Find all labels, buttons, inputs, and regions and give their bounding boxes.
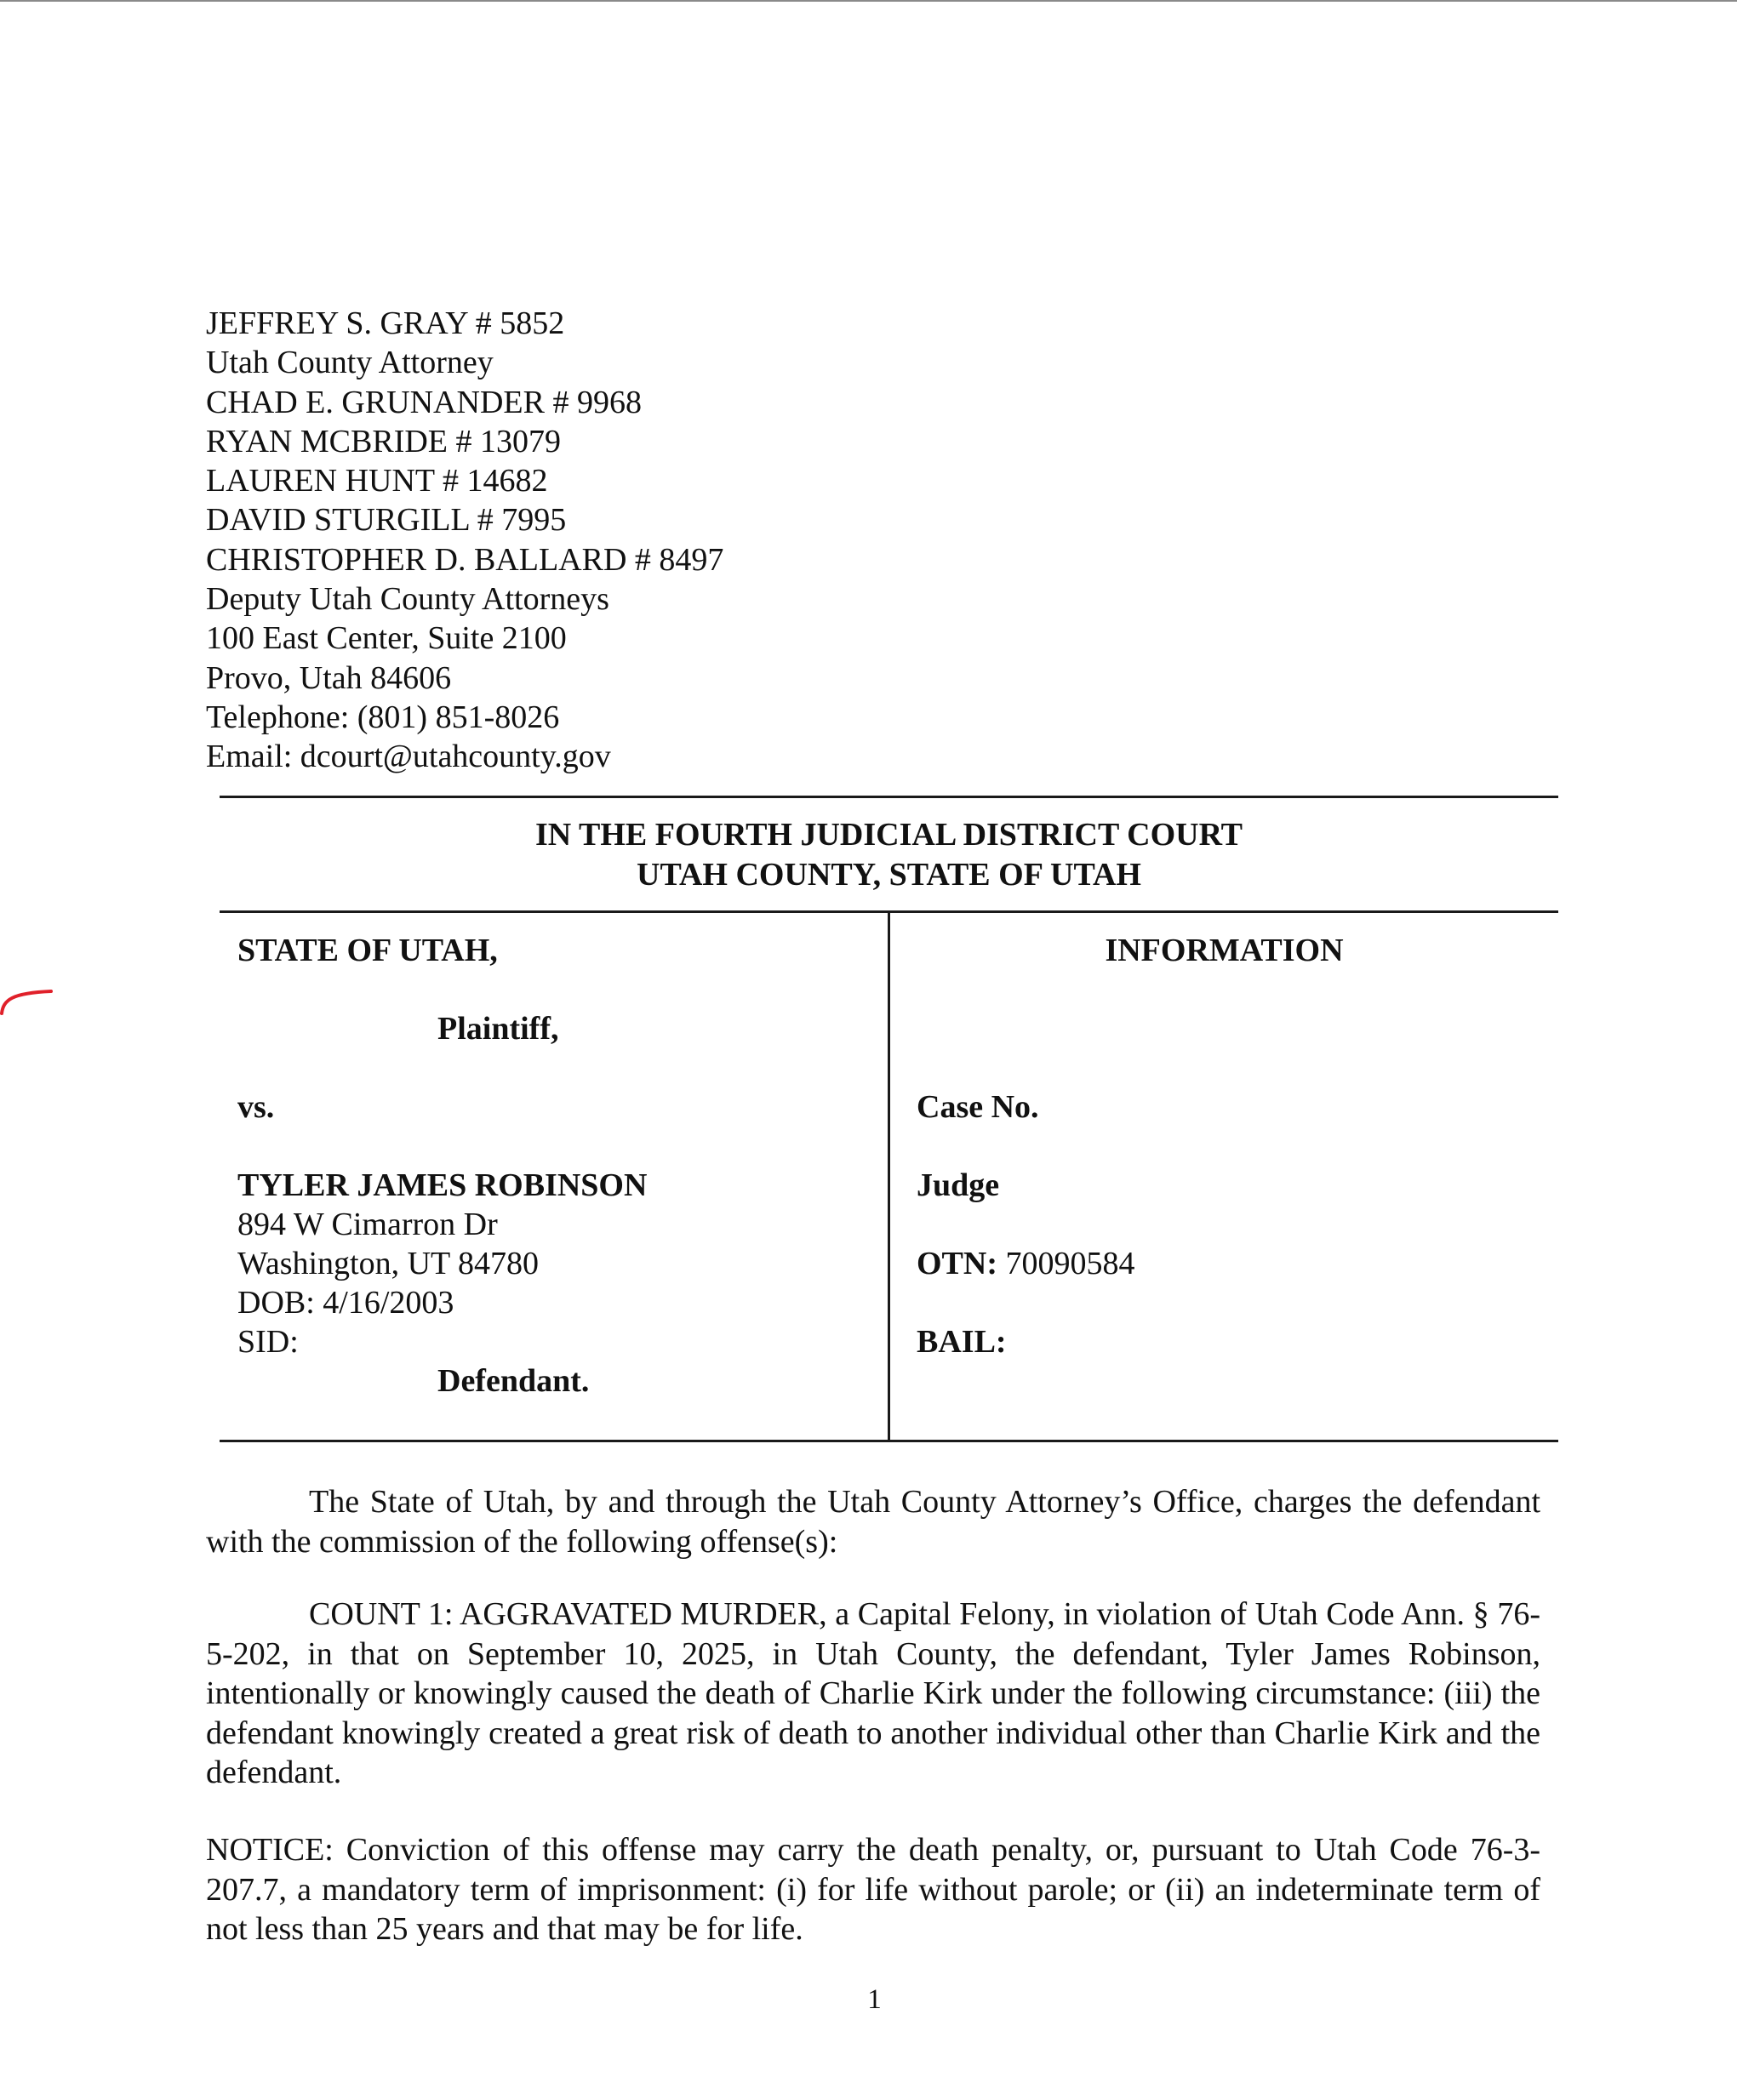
attorney-line: 100 East Center, Suite 2100 bbox=[206, 620, 567, 657]
intro-paragraph: The State of Utah, by and through the Utah County Attorney’s Office, charges the defendant with the commission of the following offense(s): bbox=[206, 1484, 1540, 1560]
attorney-line: CHRISTOPHER D. BALLARD # 8497 bbox=[206, 541, 724, 578]
red-pen-annotation bbox=[0, 983, 54, 1017]
attorney-line: Deputy Utah County Attorneys bbox=[206, 581, 609, 618]
attorney-line: JEFFREY S. GRAY # 5852 bbox=[206, 305, 565, 341]
attorney-line: Provo, Utah 84606 bbox=[206, 659, 452, 696]
attorney-line: Telephone: (801) 851-8026 bbox=[206, 699, 560, 735]
notice-paragraph: NOTICE: Conviction of this offense may carry the death penalty, or, pursuant to Utah Code 76-3-207.7, a mandatory term of imprisonment: (i) for life without parole; or (ii) an indeterminate term of not less than 25 years and that may be for life. bbox=[206, 1832, 1540, 1947]
attorney-line: CHAD E. GRUNANDER # 9968 bbox=[206, 384, 642, 420]
defendant-sid: SID: bbox=[237, 1324, 299, 1360]
page-number: 1 bbox=[867, 1984, 882, 2015]
document-title: INFORMATION bbox=[1105, 933, 1344, 968]
plaintiff-role: Plaintiff, bbox=[437, 1011, 559, 1047]
court-name: IN THE FOURTH JUDICIAL DISTRICT COURT bbox=[534, 817, 1243, 853]
judge-label: Judge bbox=[917, 1167, 1000, 1203]
defendant-role: Defendant. bbox=[437, 1363, 590, 1399]
attorney-line: RYAN MCBRIDE # 13079 bbox=[206, 423, 561, 459]
defendant-address-line2: Washington, UT 84780 bbox=[237, 1246, 540, 1281]
defendant-name: TYLER JAMES ROBINSON bbox=[237, 1167, 648, 1203]
caption-divider bbox=[888, 911, 890, 1441]
bail-label: BAIL: bbox=[917, 1324, 1007, 1360]
court-jurisdiction: UTAH COUNTY, STATE OF UTAH bbox=[637, 857, 1141, 893]
otn-value: 70090584 bbox=[1005, 1246, 1135, 1281]
plaintiff-name: STATE OF UTAH, bbox=[237, 933, 498, 968]
attorney-line: DAVID STURGILL # 7995 bbox=[206, 502, 567, 539]
court-header bbox=[220, 815, 1558, 895]
defendant-dob: DOB: 4/16/2003 bbox=[237, 1285, 454, 1321]
attorney-line: Utah County Attorney bbox=[206, 345, 494, 381]
otn-field bbox=[917, 1244, 1135, 1283]
attorney-block bbox=[206, 304, 723, 777]
versus-label: vs. bbox=[237, 1089, 275, 1125]
count-1-paragraph: COUNT 1: AGGRAVATED MURDER, a Capital Felony, in violation of Utah Code Ann. § 76-5-202, in that on September 10, 2025, in Utah County, the defendant, Tyler James Robinson, intentionally or knowingly caused the death of Charlie Kirk under the following circumstance: (iii) the defendant knowingly created a great risk of death to another individual other than Charlie Kirk and the defendant. bbox=[206, 1596, 1540, 1790]
case-number-label: Case No. bbox=[917, 1089, 1039, 1125]
attorney-line: LAUREN HUNT # 14682 bbox=[206, 463, 548, 499]
court-header-top-rule bbox=[220, 796, 1558, 798]
otn-label: OTN: bbox=[917, 1246, 997, 1281]
caption-bottom-rule bbox=[220, 1440, 1558, 1442]
defendant-address-line1: 894 W Cimarron Dr bbox=[237, 1207, 498, 1242]
attorney-line: Email: dcourt@utahcounty.gov bbox=[206, 739, 611, 775]
